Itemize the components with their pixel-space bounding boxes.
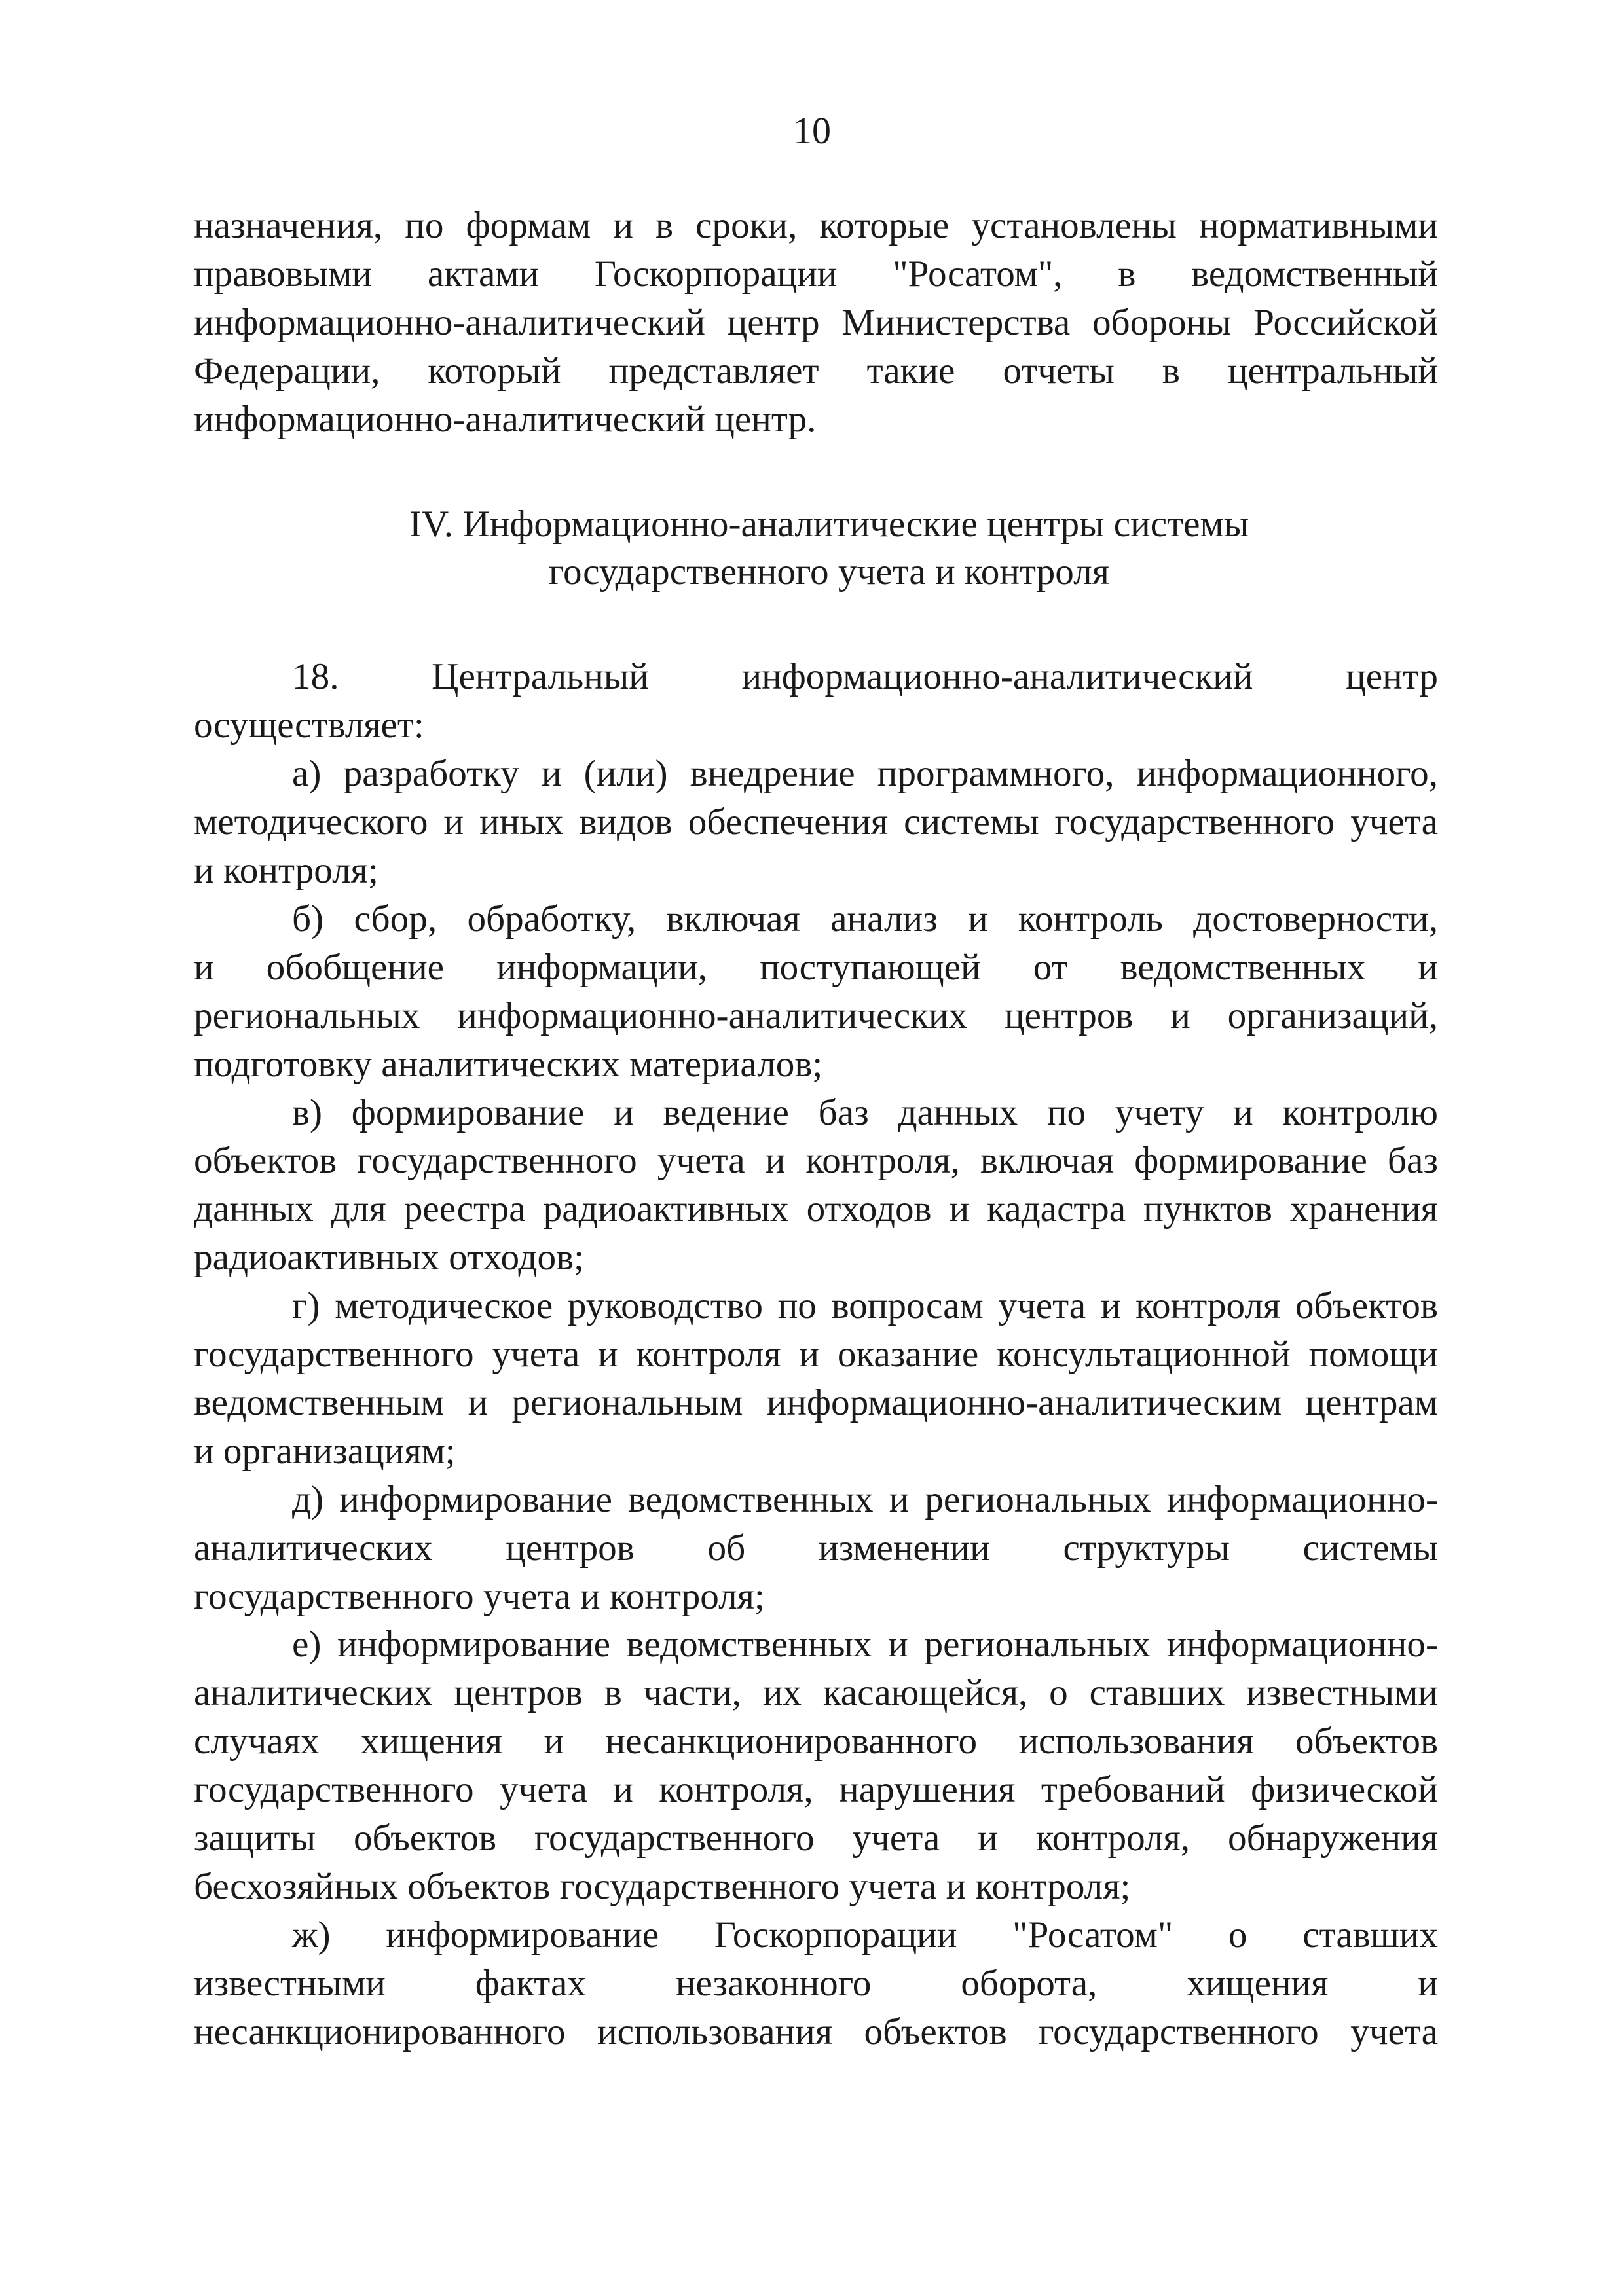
text-line: защиты объектов государственного учета и контроля, обнаружения	[194, 1817, 1438, 1859]
item-a	[194, 750, 1438, 895]
item-zh	[194, 1911, 1438, 2056]
text-line: и обобщение информации, поступающей от ведомственных и	[194, 946, 1438, 988]
text-line: подготовку аналитических материалов;	[194, 1043, 823, 1085]
text-line: и организациям;	[194, 1430, 456, 1472]
page-number: 10	[793, 109, 831, 152]
text-line: ж) информирование Госкорпорации "Росатом" о ставших	[292, 1914, 1438, 1956]
item-d	[194, 1476, 1438, 1621]
item-b	[194, 895, 1438, 1089]
text-line: Федерации, который представляет такие отчеты в центральный	[194, 350, 1438, 392]
text-line: в) формирование и ведение баз данных по учету и контролю	[292, 1091, 1438, 1133]
text-line: ведомственным и региональным информационно-аналитическим центрам	[194, 1381, 1438, 1423]
section-heading-line: IV. Информационно-аналитические центры системы	[409, 503, 1249, 545]
text-line: государственного учета и контроля;	[194, 1575, 765, 1617]
text-line: аналитических центров об изменении структуры системы	[194, 1527, 1438, 1569]
text-line: назначения, по формам и в сроки, которые установлены нормативными	[194, 205, 1438, 246]
text-line: региональных информационно-аналитических центров и организаций,	[194, 994, 1438, 1036]
text-line: государственного учета и контроля и оказание консультационной помощи	[194, 1334, 1438, 1376]
text-line: методического и иных видов обеспечения системы государственного учета	[194, 801, 1438, 843]
text-line: осуществляет:	[194, 704, 424, 746]
text-line: е) информирование ведомственных и региональных информационно-	[292, 1624, 1438, 1666]
text-line: 18. Центральный информационно-аналитический центр	[292, 656, 1438, 698]
text-line: и контроля;	[194, 849, 378, 891]
item-e	[194, 1620, 1438, 1910]
text-line: известными фактах незаконного оборота, хищения и	[194, 1962, 1438, 2004]
text-line: информационно-аналитический центр Министерства обороны Российской	[194, 301, 1438, 343]
text-line: несанкционированного использования объектов государственного учета	[194, 2011, 1438, 2052]
intro-paragraph	[194, 202, 1438, 444]
text-line: бесхозяйных объектов государственного учета и контроля;	[194, 1866, 1131, 1907]
item-g	[194, 1282, 1438, 1476]
item-v	[194, 1089, 1438, 1283]
section-heading-line: государственного учета и контроля	[549, 551, 1109, 593]
section-heading	[194, 500, 1438, 597]
text-line: правовыми актами Госкорпорации "Росатом", в ведомственный	[194, 253, 1438, 295]
paragraph-18	[194, 653, 1438, 750]
text-line: случаях хищения и несанкционированного использования объектов	[194, 1721, 1438, 1762]
document-body	[194, 202, 1438, 2056]
text-line: б) сбор, обработку, включая анализ и контроль достоверности,	[292, 898, 1438, 939]
text-line: объектов государственного учета и контроля, включая формирование баз	[194, 1140, 1438, 1182]
text-line: государственного учета и контроля, нарушения требований физической	[194, 1769, 1438, 1811]
text-line: д) информирование ведомственных и региональных информационно-	[292, 1478, 1438, 1520]
text-line: информационно-аналитический центр.	[194, 398, 817, 440]
text-line: радиоактивных отходов;	[194, 1237, 584, 1279]
text-line: г) методическое руководство по вопросам учета и контроля объектов	[292, 1285, 1438, 1327]
text-line: данных для реестра радиоактивных отходов и кадастра пунктов хранения	[194, 1188, 1438, 1230]
text-line: а) разработку и (или) внедрение программного, информационного,	[292, 753, 1438, 795]
text-line: аналитических центров в части, их касающейся, о ставших известными	[194, 1672, 1438, 1714]
